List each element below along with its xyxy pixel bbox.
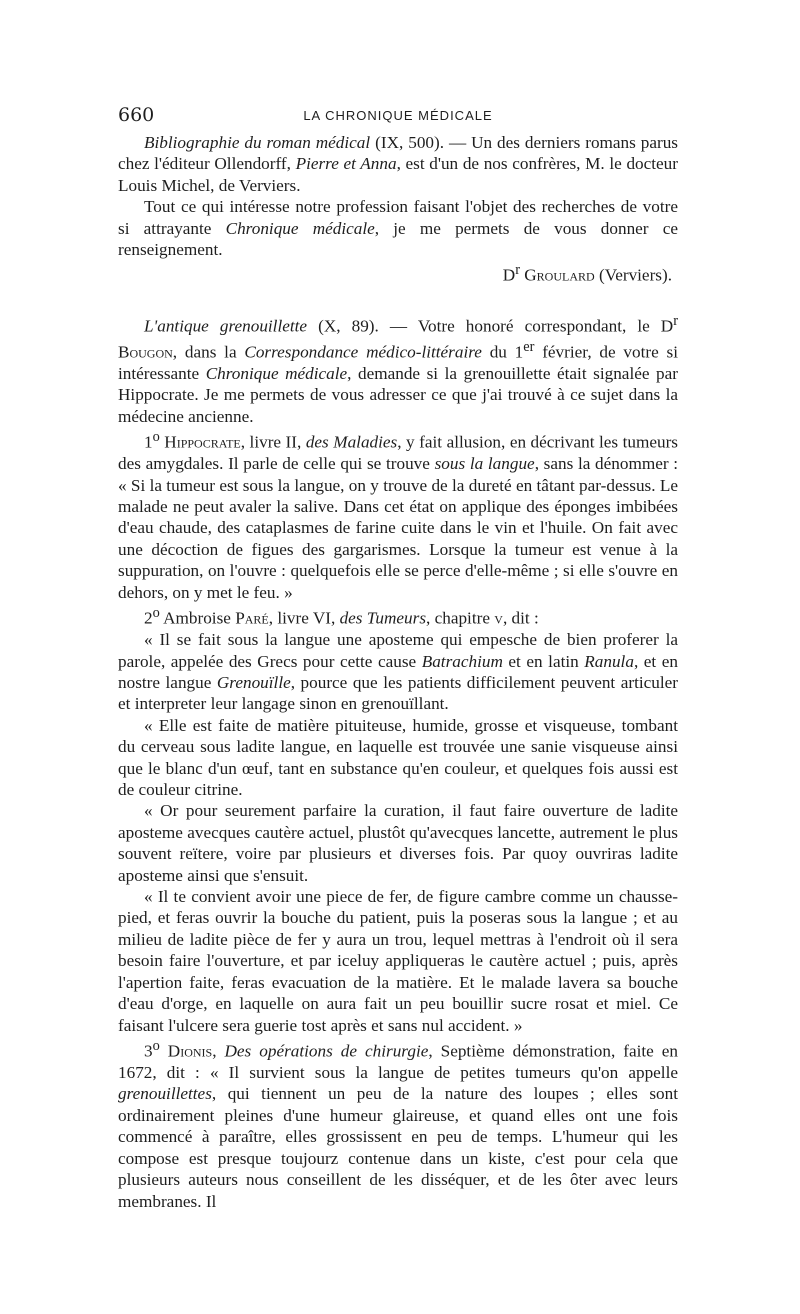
section-title: L'antique grenouillette — [144, 316, 308, 336]
quote-paragraph: « Il te convient avoir une piece de fer, de figure cambre comme un chausse-pied, et feras ouvrir la bouche du patient, puis la poseras sous la langue ; et au milieu de ladite pièce de fer y aura un trou, lequel mettras à l'endroit où il sera besoin faire l'ouverture, et par iceluy appliqueras le cautère actuel ; puis, après l'apertion faite, feras evacuation de la matière. Et le malade lavera sa bouche d'eau d'orge, en laquelle on aura fait un peu bouillir sucre rosat et miel. Ce faisant l'ulcere sera guerie tost après et sans nul accident. » — [118, 887, 678, 1035]
term: grenouillettes — [118, 1084, 212, 1104]
superscript: er — [523, 338, 535, 355]
journal-title: LA CHRONIQUE MÉDICALE — [303, 108, 493, 123]
book-title: Pierre et Anna — [295, 154, 397, 174]
quote-paragraph — [118, 629, 678, 715]
author-name: Paré — [235, 608, 269, 628]
paragraph-text: , et en nostre langue — [118, 651, 678, 693]
paragraph-text: février, de votre si intéressante — [118, 342, 678, 383]
paragraph-text: , dans la — [172, 342, 245, 362]
paragraph-text: , livre II, — [240, 432, 306, 452]
section-gap — [118, 287, 678, 311]
journal-name: Correspondance médico-littéraire — [244, 342, 482, 362]
list-number: 1 — [144, 432, 153, 452]
paragraph-text: du 1 — [481, 342, 524, 362]
signature-place: (Verviers). — [594, 266, 672, 286]
hippocrate-paragraph — [118, 427, 678, 603]
article-body — [118, 132, 678, 1212]
paragraph-text: , chapitre — [426, 608, 495, 628]
paragraph-text: , y fait allusion, en décrivant les tumeurs des amygdales. Il parle de celle qui se trouve — [118, 432, 678, 474]
page — [118, 104, 678, 1212]
superscript: o — [152, 429, 160, 446]
paragraph-text: (IX, 500). — Un des derniers romans parus chez l'éditeur Ollendorff, — [118, 133, 678, 174]
author-name: Hippocrate — [164, 432, 241, 452]
signature-prefix: D — [502, 266, 516, 286]
work-title: Des opérations de chirurgie — [224, 1041, 429, 1061]
work-title: des Maladies — [305, 432, 398, 452]
paragraph-text: , qui tiennent un peu de la nature des loupes ; elles sont ordinairement pleines d'une humeur glaireuse, et quand elles ont une fois commencé à paraître, elles grossissent en peu de temps. L'humeur qui les compose est presque toujourz contenue dans un kiste, c'est pour cela que plusieurs auteurs nous conseillent de les disséquer, et de les ôter avec leurs membranes. Il — [118, 1084, 678, 1211]
signature-name: Groulard — [524, 266, 595, 286]
journal-name: Chronique médicale — [225, 218, 375, 238]
author-name: Bougon — [118, 342, 173, 362]
superscript: o — [152, 1037, 160, 1054]
paragraph-text: , livre VI, — [268, 608, 340, 628]
term: Grenouïlle — [216, 673, 291, 693]
paragraph-text: Tout ce qui intéresse notre profession faisant l'objet des recherches de votre si attrayante — [118, 197, 678, 238]
paragraph-text: (X, 89). — Votre honoré correspondant, le D — [307, 316, 674, 336]
dionis-paragraph — [118, 1036, 678, 1212]
signature — [118, 260, 678, 286]
superscript: r — [673, 312, 678, 329]
paragraph-text: Ambroise — [159, 608, 236, 628]
page-number: 660 — [118, 104, 155, 126]
pare-paragraph — [118, 603, 678, 629]
work-title: des Tumeurs — [339, 608, 427, 628]
running-head — [118, 104, 678, 128]
chapter-number: v — [494, 608, 503, 628]
term: Batrachium — [421, 651, 503, 671]
paragraph-text: , — [212, 1041, 225, 1061]
paragraph-text: « Il se fait sous la langue une aposteme qui empesche de bien proferer la parole, appelée des Grecs pour cette cause — [118, 630, 678, 671]
paragraph-text: , sans la dénommer : « Si la tumeur est sous la langue, on y trouve de la dureté en tâtant par-dessus. Le malade ne peut avaler la salive. Dans cet état on applique des éponges imbibées d'eau chaude, des cataplasmes de farine cuite dans le vin et l'huile. On fait avec une décoction de figues des gargarismes. Lorsque la tumeur est venue à la suppuration, on l'ouvre : quelquefois elle se perce d'elle-même ; si elle s'ouvre en dehors, on y met le feu. » — [118, 454, 679, 602]
emphasis: sous la langue — [434, 454, 535, 474]
term: Ranula — [584, 651, 634, 671]
journal-name: Chronique médicale — [205, 363, 348, 383]
paragraph-text: , demande si la grenouillette était signalée par Hippocrate. Je me permets de vous adresser ce que j'ai trouvé à ce sujet dans la médecine ancienne. — [118, 363, 678, 426]
list-number: 3 — [144, 1041, 153, 1061]
paragraph-text: et en latin — [502, 651, 585, 671]
quote-paragraph: « Elle est faite de matière pituiteuse, humide, grosse et visqueuse, tombant du cerveau sous ladite langue, en laquelle est trouvée une sanie visqueuse ainsi que le blanc d'un œuf, tant en substance qu'en couleur, et quelques fois aussi est de couleur citrine. — [118, 715, 678, 800]
paragraph-text: , pource que les patients difficilement peuvent articuler et interpreter leur langage sinon en grenouïllant. — [118, 673, 678, 714]
quote-paragraph: « Or pour seurement parfaire la curation, il faut faire ouverture de ladite aposteme avecques cautère actuel, plustôt qu'avecques lancette, autrement le plus souvent reïtere, voire par plusieurs et diverses fois. Par quoy ouvriras ladite aposteme ainsi que s'ensuit. — [118, 801, 678, 885]
grenouillette-intro-paragraph — [118, 311, 678, 428]
superscript: o — [152, 605, 160, 622]
paragraph-text: , je me permets de vous donner ce renseignement. — [118, 218, 678, 260]
list-number: 2 — [144, 608, 153, 628]
bibliographie-paragraph — [118, 132, 678, 196]
paragraph-text: , dit : — [502, 608, 539, 628]
section-title: Bibliographie du roman médical — [144, 133, 371, 152]
paragraph-text: , Septième démonstration, faite en 1672, dit : « Il survient sous la langue de petites tumeurs qu'on appelle — [118, 1041, 679, 1083]
renseignement-paragraph — [118, 196, 678, 260]
signature-superscript: r — [515, 262, 520, 279]
author-name: Dionis — [167, 1041, 213, 1061]
paragraph-text: , est d'un de nos confrères, M. le docteur Louis Michel, de Verviers. — [118, 154, 678, 195]
